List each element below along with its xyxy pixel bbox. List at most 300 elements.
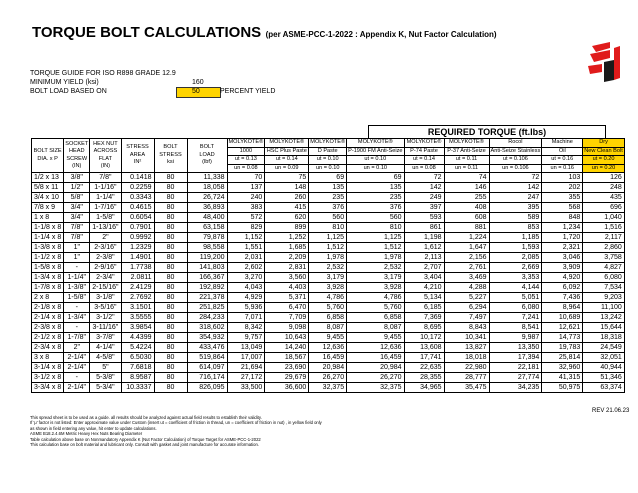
table-cell: 589 [489, 213, 542, 223]
table-cell: 408 [444, 203, 489, 213]
table-cell: 614,097 [187, 363, 227, 373]
table-cell: 23,690 [265, 363, 309, 373]
table-row [32, 263, 625, 273]
header-row-1 [32, 139, 625, 148]
table-cell: 519,864 [187, 353, 227, 363]
table-cell: 1,152 [227, 233, 265, 243]
table-cell: 4-5/8" [90, 353, 121, 363]
table-cell: 9,987 [489, 333, 542, 343]
table-cell: 5,371 [265, 293, 309, 303]
table-cell: 3,179 [347, 273, 404, 283]
table-cell: 3,560 [265, 273, 309, 283]
table-cell: 1/2" [64, 183, 90, 193]
table-cell: 10.3337 [121, 383, 154, 393]
required-torque-header [368, 125, 606, 139]
table-cell: 7,497 [444, 313, 489, 323]
table-cell: 1-5/8" [64, 293, 90, 303]
table-cell: 716,174 [187, 373, 227, 383]
table-cell: 4,210 [404, 283, 444, 293]
table-cell: 568 [542, 203, 583, 213]
table-cell: 1,224 [444, 233, 489, 243]
table-cell: 135 [347, 183, 404, 193]
table-cell: 80 [154, 343, 187, 353]
lube-un-5: un = 0.08 [404, 164, 444, 173]
table-cell: 35,475 [444, 383, 489, 393]
table-cell: 7,709 [265, 313, 309, 323]
lube-name-1: MOLYKOTE® [228, 139, 264, 145]
table-row [32, 183, 625, 193]
table-cell: 80 [154, 243, 187, 253]
table-row [32, 223, 625, 233]
note-line: as shown in field entering any value, hit enter to update calculations. [30, 425, 157, 431]
table-cell: 0.4615 [121, 203, 154, 213]
header-bolt-stress-l1: BOLT [163, 144, 178, 151]
bolt-size-cell: 2-3/4 x 8 [32, 343, 64, 353]
table-cell: 5-3/8" [90, 373, 121, 383]
lube-ut-7: ut = 0.106 [489, 156, 542, 165]
table-cell: 9,455 [347, 333, 404, 343]
header-socket-l3: SCREW [66, 155, 88, 162]
lube-name-5: MOLYKOTE® [404, 139, 444, 148]
table-cell: 8,964 [542, 303, 583, 313]
table-row [32, 253, 625, 263]
table-cell: 32,051 [583, 353, 625, 363]
lube-ut-5: ut = 0.14 [404, 156, 444, 165]
table-cell: 6,185 [404, 303, 444, 313]
table-row [32, 383, 625, 393]
lube-product-8: Oil [542, 147, 583, 156]
table-cell: 249 [404, 193, 444, 203]
bolt-size-cell: 1-3/4 x 8 [32, 273, 64, 283]
bolt-size-cell: 2-1/8 x 8 [32, 303, 64, 313]
table-cell: 433,476 [187, 343, 227, 353]
table-cell: 1,978 [347, 253, 404, 263]
table-cell: 4,827 [583, 263, 625, 273]
lube-ut-8: ut = 0.16 [542, 156, 583, 165]
table-cell: 3-7/8" [90, 333, 121, 343]
lube-name-8: Machine [542, 139, 583, 148]
table-cell: 10,689 [542, 313, 583, 323]
table-cell: 98,558 [187, 243, 227, 253]
table-cell: 1,234 [542, 223, 583, 233]
page-title [32, 24, 497, 42]
table-cell: 9,455 [309, 333, 347, 343]
table-cell: 376 [309, 203, 347, 213]
header-stress-area-l3: IN² [133, 159, 142, 166]
bolt-size-cell: 1-7/8 x 8 [32, 283, 64, 293]
table-cell: 810 [309, 223, 347, 233]
table-cell: 810 [347, 223, 404, 233]
table-cell: 235 [309, 193, 347, 203]
lube-product-5: P-74 Paste [404, 147, 444, 156]
table-cell: 80 [154, 263, 187, 273]
table-cell: 5.4224 [121, 343, 154, 353]
note-line: ASME B18.2.4.6M Metric Heavy Hex Nuts Bearing Diameter [30, 431, 143, 437]
table-cell: 2,707 [404, 263, 444, 273]
header-socket-l1: SOCKET [65, 140, 89, 147]
lube-product-3: D Paste [309, 147, 347, 156]
table-cell: 14,773 [542, 333, 583, 343]
table-cell: 6,858 [309, 313, 347, 323]
lube-un-8: un = 0.16 [542, 164, 583, 173]
table-cell: 32,375 [309, 383, 347, 393]
table-cell: 9,203 [583, 293, 625, 303]
table-row [32, 323, 625, 333]
table-cell: 19,783 [542, 343, 583, 353]
header-bolt-stress-l3: ksi [167, 159, 174, 166]
table-cell: 50,975 [542, 383, 583, 393]
bolt-size-cell: 1-5/8 x 8 [32, 263, 64, 273]
header-bolt-size-l1: BOLT SIZE [33, 148, 62, 154]
table-cell: 3,353 [489, 273, 542, 283]
table-cell: 2,085 [489, 253, 542, 263]
table-cell: - [64, 373, 90, 383]
table-cell: 1-1/16" [90, 183, 121, 193]
lube-product-6: P-37 Anti-Seize [444, 147, 489, 156]
lube-ut-4: ut = 0.10 [347, 156, 404, 165]
lube-name-7: Rocol [489, 139, 542, 148]
table-cell: 1,593 [489, 243, 542, 253]
bolt-size-cell: 1-1/2 x 8 [32, 253, 64, 263]
table-row [32, 233, 625, 243]
table-cell: 3/4" [64, 213, 90, 223]
table-cell: 4,786 [347, 293, 404, 303]
table-cell: 0.6054 [121, 213, 154, 223]
table-cell: 13,608 [404, 343, 444, 353]
table-cell: 8,087 [347, 323, 404, 333]
table-row [32, 373, 625, 383]
table-cell: 8,541 [489, 323, 542, 333]
table-row [32, 313, 625, 323]
table-cell: 27,172 [227, 373, 265, 383]
table-cell: 0.1418 [121, 173, 154, 183]
table-cell: 3/8" [64, 173, 90, 183]
table-cell: 141,803 [187, 263, 227, 273]
table-cell: 7/8" [64, 223, 90, 233]
header-bolt-size [32, 139, 64, 173]
lube-un-7: un = 0.106 [489, 164, 542, 173]
table-cell: 2,602 [227, 263, 265, 273]
table-cell: 5,760 [347, 303, 404, 313]
table-cell: 397 [404, 203, 444, 213]
table-cell: 80 [154, 253, 187, 263]
table-cell: 0.7901 [121, 223, 154, 233]
table-cell: 1-7/16" [90, 203, 121, 213]
table-cell: 7,436 [542, 293, 583, 303]
table-cell: 32,960 [542, 363, 583, 373]
table-cell: 14,240 [265, 343, 309, 353]
table-cell: 3,909 [542, 263, 583, 273]
table-cell: 3.9854 [121, 323, 154, 333]
table-cell: 4-1/4" [90, 343, 121, 353]
table-cell: 5,227 [444, 293, 489, 303]
bolt-size-cell: 1 x 8 [32, 213, 64, 223]
table-cell: 2,532 [309, 263, 347, 273]
table-cell: 1,551 [227, 243, 265, 253]
table-cell: 28,355 [404, 373, 444, 383]
table-cell: 1-1/4" [64, 273, 90, 283]
header-bolt-load-l1: BOLT [199, 144, 215, 151]
table-cell: 22,980 [444, 363, 489, 373]
table-cell: 80 [154, 203, 187, 213]
table-cell: 1.2329 [121, 243, 154, 253]
table-cell: 63,158 [187, 223, 227, 233]
table-row [32, 273, 625, 283]
note-line: Table calculation above base on Nonmandatory Appendix K (Nut Factor Calculation) of Torque Target for ASME-PCC-1-2022 [30, 436, 261, 442]
table-cell: 1,040 [583, 213, 625, 223]
lube-product-7: Anti-Seize Stainless [490, 147, 541, 154]
table-cell: 80 [154, 323, 187, 333]
table-cell: 1,252 [265, 233, 309, 243]
table-cell: 5-3/4" [90, 383, 121, 393]
table-cell: 119,200 [187, 253, 227, 263]
table-cell: 572 [227, 213, 265, 223]
bolt-size-cell: 3-1/2 x 8 [32, 373, 64, 383]
table-cell: 15,644 [583, 323, 625, 333]
table-cell: 12,636 [347, 343, 404, 353]
table-cell: 2,532 [347, 263, 404, 273]
table-cell: 0.3343 [121, 193, 154, 203]
table-cell: 166,367 [187, 273, 227, 283]
lube-ut-1: ut = 0.13 [227, 156, 265, 165]
header-bolt-load-l3: (lbf) [202, 159, 212, 166]
table-cell: - [64, 323, 90, 333]
header-bolt-stress-l2: STRESS [159, 151, 182, 158]
bolt-size-cell: 1-1/8 x 8 [32, 223, 64, 233]
table-cell: 6,080 [489, 303, 542, 313]
table-cell: 137 [227, 183, 265, 193]
bolt-load-unit: PERCENT YIELD [220, 88, 276, 95]
lube-un-9[interactable]: un = 0.20 [583, 164, 625, 173]
lube-un-1: un = 0.08 [227, 164, 265, 173]
table-cell: 1.7738 [121, 263, 154, 273]
lube-un-6: un = 0.11 [444, 164, 489, 173]
table-cell: 18,058 [187, 183, 227, 193]
table-cell: 13,242 [583, 313, 625, 323]
table-cell: 13,049 [227, 343, 265, 353]
table-cell: 1-3/4" [64, 313, 90, 323]
table-cell: 1-13/16" [90, 223, 121, 233]
header-bolt-load-l2: LOAD [199, 151, 215, 158]
table-cell: 192,892 [187, 283, 227, 293]
table-cell: 8,843 [444, 323, 489, 333]
table-cell: 12,621 [542, 323, 583, 333]
bolt-load-row [30, 88, 276, 95]
table-body [32, 173, 625, 393]
table-cell: 1,516 [583, 223, 625, 233]
table-cell: 2-3/4" [90, 273, 121, 283]
table-cell: 7,071 [227, 313, 265, 323]
table-cell: 34,965 [404, 383, 444, 393]
table-cell: 80 [154, 173, 187, 183]
table-cell: 20,984 [347, 363, 404, 373]
table-cell: 24,549 [583, 343, 625, 353]
bolt-size-cell: 3-3/4 x 8 [32, 383, 64, 393]
notes [30, 415, 322, 447]
table-cell: 2,761 [444, 263, 489, 273]
table-cell: 26,270 [347, 373, 404, 383]
table-cell: 202 [542, 183, 583, 193]
table-cell: 260 [265, 193, 309, 203]
table-cell: 33,500 [227, 383, 265, 393]
bolt-size-cell: 3 x 8 [32, 353, 64, 363]
table-cell: 4,288 [444, 283, 489, 293]
header-hex-nut [90, 139, 121, 173]
table-cell: 69 [309, 173, 347, 183]
table-cell: - [64, 263, 90, 273]
table-cell: 6.5030 [121, 353, 154, 363]
table-cell: 4,929 [227, 293, 265, 303]
table-cell: 395 [489, 203, 542, 213]
bolt-size-cell: 7/8 x 9 [32, 203, 64, 213]
table-cell: - [64, 303, 90, 313]
table-cell: 17,394 [489, 353, 542, 363]
table-row [32, 213, 625, 223]
table-cell: 2,031 [227, 253, 265, 263]
table-cell: 1.4901 [121, 253, 154, 263]
lube-ut-3: ut = 0.10 [309, 156, 347, 165]
table-cell: 247 [489, 193, 542, 203]
table-cell: 1,198 [404, 233, 444, 243]
table-cell: 2,156 [444, 253, 489, 263]
table-cell: 20,984 [309, 363, 347, 373]
table-cell: 248 [583, 183, 625, 193]
table-cell: 72 [404, 173, 444, 183]
table-cell: 27,774 [489, 373, 542, 383]
table-cell: 2,860 [583, 243, 625, 253]
table-cell: 1-1/4" [90, 193, 121, 203]
note-line: This calculation base on bolt material and lubricant only. Consult with gasket and joint manufacture for accurate information. [30, 442, 259, 448]
table-row [32, 203, 625, 213]
table-cell: 7,369 [404, 313, 444, 323]
table-cell: 2-9/16" [90, 263, 121, 273]
lube-product-1: 1000 [227, 147, 265, 156]
note-line: If 'μ' factor is not listed: Enter approximate value under Custom (insert ut = coefficient of friction in thread, un = coefficient of friction in nut) , in yellow field only [30, 420, 322, 426]
header-hex-nut-l3: FLAT [98, 155, 113, 162]
table-cell: 21,694 [227, 363, 265, 373]
table-cell: 41,315 [542, 373, 583, 383]
table-cell: 881 [444, 223, 489, 233]
table-cell: 22,635 [404, 363, 444, 373]
table-cell: 17,007 [227, 353, 265, 363]
table-header [32, 139, 625, 173]
table-cell: 1,512 [347, 243, 404, 253]
company-logo [584, 40, 624, 84]
table-cell: 3,270 [227, 273, 265, 283]
table-cell: 18,567 [265, 353, 309, 363]
header-socket [64, 139, 90, 173]
table-cell: 284,233 [187, 313, 227, 323]
lube-name-3: MOLYKOTE® [310, 139, 346, 145]
table-cell: 126 [583, 173, 625, 183]
table-cell: 4,920 [542, 273, 583, 283]
table-cell: 4.4399 [121, 333, 154, 343]
table-cell: 2-1/4" [64, 383, 90, 393]
table-cell: 7.6818 [121, 363, 154, 373]
table-cell: 34,235 [489, 383, 542, 393]
table-cell: 13,827 [444, 343, 489, 353]
table-cell: 80 [154, 363, 187, 373]
table-cell: 2.0811 [121, 273, 154, 283]
table-cell: 12,636 [309, 343, 347, 353]
lube-product-4: P-1900 FM Anti-Seize [348, 147, 403, 154]
table-cell: 6,092 [542, 283, 583, 293]
table-cell: 3-5/16" [90, 303, 121, 313]
table-cell: 142 [404, 183, 444, 193]
lube-un-3: un = 0.10 [309, 164, 347, 173]
table-cell: 36,600 [265, 383, 309, 393]
table-cell: 3,046 [542, 253, 583, 263]
table-cell: 80 [154, 193, 187, 203]
table-cell: 80 [154, 223, 187, 233]
table-cell: 63,374 [583, 383, 625, 393]
header-hex-nut-l1: HEX NUT [93, 140, 118, 147]
table-cell: 80 [154, 303, 187, 313]
table-cell: 1" [64, 253, 90, 263]
table-cell: 2,113 [404, 253, 444, 263]
table-cell: 48,400 [187, 213, 227, 223]
header-hex-nut-l4: (IN) [100, 163, 111, 169]
table-cell: 1,720 [542, 233, 583, 243]
table-row [32, 283, 625, 293]
table-cell: 80 [154, 283, 187, 293]
table-cell: 593 [404, 213, 444, 223]
bolt-size-cell: 5/8 x 11 [32, 183, 64, 193]
table-cell: 72 [489, 173, 542, 183]
note-line: This spread sheet is to be used as a guide. all results should be analyzed against actual field results to establish their validity. [30, 415, 262, 420]
table-cell: 2-1/4" [64, 363, 90, 373]
table-cell: 3,758 [583, 253, 625, 263]
table-cell: 6,858 [347, 313, 404, 323]
bolt-size-cell: 2-1/4 x 8 [32, 313, 64, 323]
table-cell: 80 [154, 353, 187, 363]
table-cell: 6,470 [265, 303, 309, 313]
table-cell: 26,270 [309, 373, 347, 383]
table-cell: 354,932 [187, 333, 227, 343]
table-cell: 8,087 [309, 323, 347, 333]
min-yield-value: 160 [192, 79, 204, 86]
table-cell: 3,928 [347, 283, 404, 293]
table-cell: 3-1/8" [90, 293, 121, 303]
table-cell: 2,209 [265, 253, 309, 263]
table-cell: 1" [64, 243, 90, 253]
table-cell: 826,095 [187, 383, 227, 393]
table-cell: 135 [309, 183, 347, 193]
table-cell: 2-1/4" [64, 353, 90, 363]
table-cell: 17,741 [404, 353, 444, 363]
table-cell: 7/8" [90, 173, 121, 183]
table-cell: 40,944 [583, 363, 625, 373]
table-cell: 16,459 [309, 353, 347, 363]
table-cell: 4,786 [309, 293, 347, 303]
table-cell: 3.1501 [121, 303, 154, 313]
table-row [32, 363, 625, 373]
table-cell: 1-5/8" [90, 213, 121, 223]
table-cell: 2,669 [489, 263, 542, 273]
table-cell: 2,831 [265, 263, 309, 273]
table-cell: 255 [444, 193, 489, 203]
table-cell: 2" [64, 343, 90, 353]
lube-name-9: Dry [583, 139, 625, 148]
table-cell: 4,043 [227, 283, 265, 293]
table-cell: 80 [154, 313, 187, 323]
table-cell: 18,318 [583, 333, 625, 343]
table-cell: 69 [347, 173, 404, 183]
bolt-size-cell: 1/2 x 13 [32, 173, 64, 183]
table-cell: 848 [542, 213, 583, 223]
lube-ut-9[interactable]: ut = 0.20 [583, 156, 625, 165]
table-cell: 383 [227, 203, 265, 213]
